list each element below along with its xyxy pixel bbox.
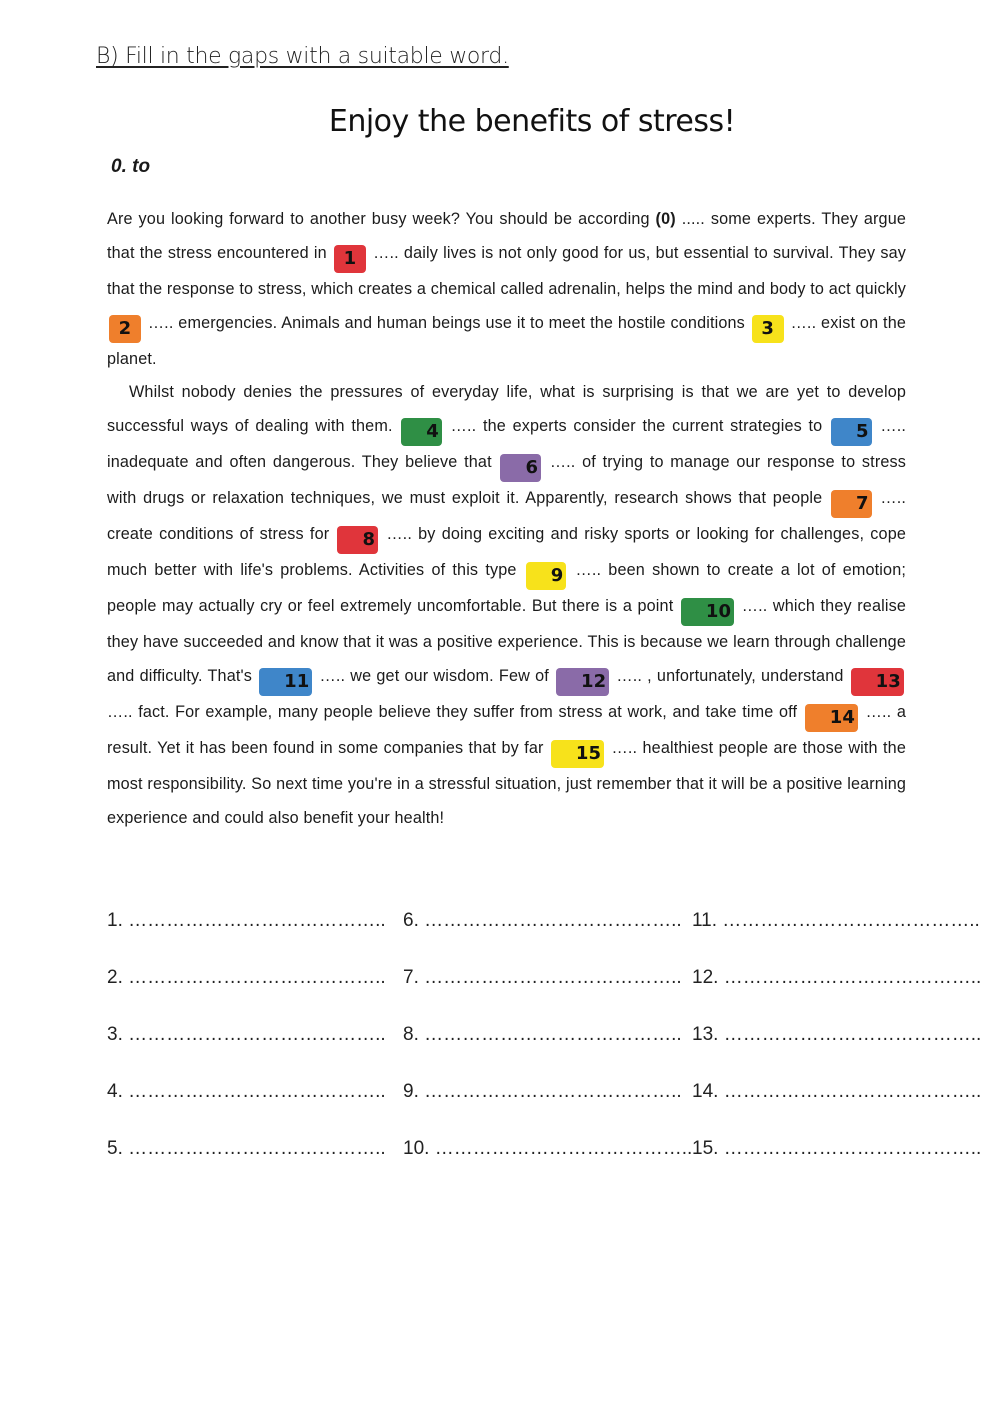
gap-badge-10: 10 xyxy=(681,598,734,626)
gap-badge-8: 8 xyxy=(337,526,378,554)
paragraph-2 xyxy=(107,376,906,835)
gap-badge-14: 14 xyxy=(805,704,858,732)
gap-badge-7: 7 xyxy=(831,490,872,518)
paragraph-1 xyxy=(107,203,906,376)
gap-badge-15: 15 xyxy=(551,740,604,768)
answer-line-13[interactable]: 13. ………………………………….. xyxy=(692,1024,982,1045)
reading-passage xyxy=(107,203,906,836)
gap-badge-3: 3 xyxy=(752,315,784,343)
answer-grid xyxy=(107,910,982,1162)
gap-badge-5: 5 xyxy=(831,418,872,446)
gap-badge-13: 13 xyxy=(851,668,904,696)
passage-text: Whilst nobody denies the pressures of everyday life, what is surprising is that we are yet to develop successful ways of dealing with them. xyxy=(107,383,906,436)
gap-badge-11: 11 xyxy=(259,668,312,696)
passage-text: ….. emergencies. Animals and human beings use it to meet the hostile conditions xyxy=(143,313,750,332)
gap-badge-12: 12 xyxy=(556,668,609,696)
passage-text: ….. been shown to create a lot of emotion; people may actually cry or feel extremely uncomfortable. But there is a point xyxy=(107,561,906,616)
passage-text: ….. the experts consider the current strategies to xyxy=(443,417,829,436)
worksheet-title: Enjoy the benefits of stress! xyxy=(328,104,736,139)
gap-badge-2: 2 xyxy=(109,315,141,343)
answer-line-6[interactable]: 6. ………………………………….. xyxy=(403,910,682,931)
instruction-heading: B) Fill in the gaps with a suitable word. xyxy=(96,44,509,69)
answer-line-10[interactable]: 10. ………………………………….. xyxy=(403,1138,693,1159)
example-gap-marker: (0) xyxy=(655,210,676,228)
passage-text: ….. of trying to manage our response to stress with drugs or relaxation techniques, we must exploit it. Apparently, research shows that people xyxy=(107,453,906,508)
passage-text: ….. create conditions of stress for xyxy=(107,489,907,544)
answer-line-12[interactable]: 12. ………………………………….. xyxy=(692,967,982,988)
answer-line-3[interactable]: 3. ………………………………….. xyxy=(107,1024,386,1045)
passage-text: ….. healthiest people are those with the most responsibility. So next time you're in a stressful situation, just remember that it will be a positive learning experience and could also benefit your health! xyxy=(107,738,906,827)
answer-line-7[interactable]: 7. ………………………………….. xyxy=(403,967,682,988)
gap-badge-6: 6 xyxy=(500,454,541,482)
answer-line-15[interactable]: 15. ………………………………….. xyxy=(692,1138,982,1159)
gap-badge-1: 1 xyxy=(334,245,366,273)
passage-text: ….. a result. Yet it has been found in some companies that by far xyxy=(107,702,906,757)
passage-text: ….. by doing exciting and risky sports or looking for challenges, cope much better with life's problems. Activities of this type xyxy=(107,525,906,580)
passage-text: ….. exist on the planet. xyxy=(107,313,907,368)
passage-text: ….. daily lives is not only good for us, but essential to survival. They say that the response to stress, which creates a chemical called adrenalin, helps the mind and body to act quickly xyxy=(107,243,906,298)
passage-text: ..... some experts. They argue that the stress encountered in xyxy=(107,210,906,262)
passage-text: ….. which they realise they have succeeded and know that it was a positive experience. This is because we learn through challenge and difficulty. That's xyxy=(107,597,906,685)
answer-line-8[interactable]: 8. ………………………………….. xyxy=(403,1024,682,1045)
passage-text: ….. we get our wisdom. Few of xyxy=(314,666,554,685)
passage-text: ….. , unfortunately, understand xyxy=(611,666,849,685)
passage-text: ….. inadequate and often dangerous. They believe that xyxy=(107,417,906,472)
answer-line-2[interactable]: 2. ………………………………….. xyxy=(107,967,386,988)
answer-line-4[interactable]: 4. ………………………………….. xyxy=(107,1081,386,1102)
answer-line-11[interactable]: 11. ………………………………….. xyxy=(692,910,980,931)
answer-line-9[interactable]: 9. ………………………………….. xyxy=(403,1081,682,1102)
example-answer: 0. to xyxy=(111,156,151,177)
passage-text: Are you looking forward to another busy week? You should be according xyxy=(107,210,656,228)
gap-badge-4: 4 xyxy=(401,418,442,446)
passage-text: ….. fact. For example, many people believe they suffer from stress at work, and take time off xyxy=(107,702,803,721)
answer-line-5[interactable]: 5. ………………………………….. xyxy=(107,1138,386,1159)
answer-line-1[interactable]: 1. ………………………………….. xyxy=(107,910,386,931)
gap-badge-9: 9 xyxy=(526,562,567,590)
answer-line-14[interactable]: 14. ………………………………….. xyxy=(692,1081,982,1102)
